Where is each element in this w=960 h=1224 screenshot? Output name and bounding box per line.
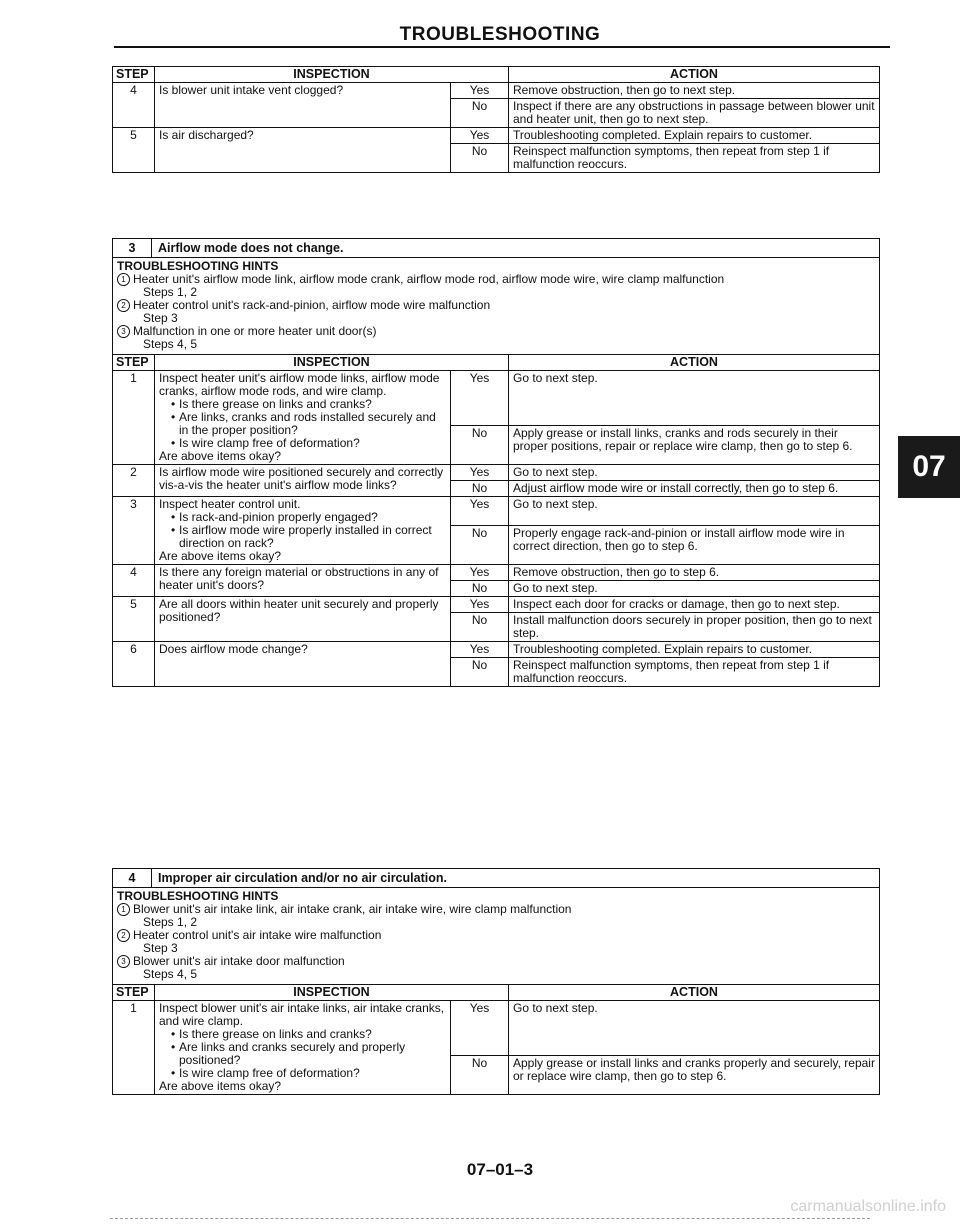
inspection-cell <box>155 371 451 465</box>
col-step-header: STEP <box>113 355 155 371</box>
hint-text: Heater unit's airflow mode link, airflow mode crank, airflow mode rod, airflow mode wire, wire clamp malfunction <box>133 272 725 286</box>
inspection-cell <box>155 1001 451 1095</box>
hints-title: TROUBLESHOOTING HINTS <box>117 889 279 903</box>
inspection-table <box>112 354 880 687</box>
hint-text: Malfunction in one or more heater unit door(s) <box>133 324 377 338</box>
hint-item <box>117 929 875 942</box>
check-list <box>159 398 446 450</box>
watermark: carmanualsonline.info <box>790 1198 946 1215</box>
list-item: • Is there grease on links and cranks? <box>171 398 446 411</box>
col-step-header: STEP <box>113 985 155 1001</box>
hints-title: TROUBLESHOOTING HINTS <box>117 259 279 273</box>
table-row <box>113 371 880 426</box>
inspection-question: Are above items okay? <box>159 1079 282 1093</box>
list-item: • Is there grease on links and cranks? <box>171 1028 446 1041</box>
no-action: Apply grease or install links and cranks properly and securely, repair or replace wire clamp, then go to step 6. <box>509 1056 880 1095</box>
inspection-text: Are all doors within heater unit securely and properly positioned? <box>155 597 451 642</box>
no-label: No <box>451 613 509 642</box>
table-row <box>113 642 880 658</box>
section-airflow-mode <box>112 238 880 687</box>
section-number: 4 <box>113 869 152 887</box>
yes-label: Yes <box>451 371 509 426</box>
hint-steps: Step 3 <box>143 311 178 325</box>
inspection-cell <box>155 497 451 565</box>
hint-text: Heater control unit's rack-and-pinion, airflow mode wire malfunction <box>133 298 491 312</box>
inspection-text: Is there any foreign material or obstructions in any of heater unit's doors? <box>155 565 451 597</box>
yes-label: Yes <box>451 465 509 481</box>
circled-number: 2 <box>117 299 130 312</box>
step-number: 4 <box>113 83 155 128</box>
step-number: 3 <box>113 497 155 565</box>
no-label: No <box>451 144 509 173</box>
list-item: • Is airflow mode wire properly installed in correct direction on rack? <box>171 524 446 550</box>
yes-action: Go to next step. <box>509 465 880 481</box>
section-title: Improper air circulation and/or no air circulation. <box>158 871 447 885</box>
hint-text: Blower unit's air intake link, air intake crank, air intake wire, wire clamp malfunction <box>133 902 572 916</box>
inspection-question: Are above items okay? <box>159 449 282 463</box>
hint-item <box>117 273 875 286</box>
yes-label: Yes <box>451 642 509 658</box>
yes-action: Remove obstruction, then go to step 6. <box>509 565 880 581</box>
inspection-text: Inspect heater control unit. <box>159 497 301 511</box>
hint-text: Blower unit's air intake door malfunction <box>133 954 345 968</box>
inspection-text: Inspect heater unit's airflow mode links, airflow mode cranks, airflow mode rods, and wire clamp. <box>159 371 440 398</box>
footer-divider <box>110 1218 870 1220</box>
yes-action: Go to next step. <box>509 497 880 526</box>
col-action-header: ACTION <box>509 985 880 1001</box>
no-label: No <box>451 526 509 565</box>
yes-label: Yes <box>451 597 509 613</box>
no-action: Install malfunction doors securely in proper position, then go to next step. <box>509 613 880 642</box>
section-heading <box>112 238 880 257</box>
list-item: • Is wire clamp free of deformation? <box>171 1067 446 1080</box>
hint-text: Heater control unit's air intake wire malfunction <box>133 928 382 942</box>
col-step-header: STEP <box>113 67 155 83</box>
check-list <box>159 511 446 550</box>
hint-item <box>117 325 875 338</box>
yes-action: Inspect each door for cracks or damage, then go to next step. <box>509 597 880 613</box>
no-action: Adjust airflow mode wire or install correctly, then go to step 6. <box>509 481 880 497</box>
no-label: No <box>451 581 509 597</box>
inspection-table <box>112 984 880 1095</box>
hint-steps: Steps 1, 2 <box>143 915 198 929</box>
hint-item <box>117 955 875 968</box>
hint-item <box>117 903 875 916</box>
no-label: No <box>451 99 509 128</box>
col-action-header: ACTION <box>509 67 880 83</box>
hint-steps: Steps 1, 2 <box>143 285 198 299</box>
inspection-text: Is air discharged? <box>155 128 451 173</box>
inspection-text: Is airflow mode wire positioned securely and correctly vis-a-vis the heater unit's airflow mode links? <box>155 465 451 497</box>
yes-label: Yes <box>451 1001 509 1056</box>
no-action: Properly engage rack-and-pinion or install airflow mode wire in correct direction, then go to step 6. <box>509 526 880 565</box>
yes-action: Remove obstruction, then go to next step. <box>509 83 880 99</box>
table-row <box>113 128 880 144</box>
yes-label: Yes <box>451 128 509 144</box>
no-action: Go to next step. <box>509 581 880 597</box>
step-number: 5 <box>113 597 155 642</box>
inspection-question: Are above items okay? <box>159 549 282 563</box>
hint-item <box>117 299 875 312</box>
check-list <box>159 1028 446 1080</box>
no-action: Apply grease or install links, cranks and rods securely in their proper positions, repair or replace wire clamp, then go to step 6. <box>509 426 880 465</box>
inspection-table <box>112 66 880 173</box>
section-number: 3 <box>113 239 152 257</box>
step-number: 6 <box>113 642 155 687</box>
table-row <box>113 83 880 99</box>
inspection-text: Does airflow mode change? <box>155 642 451 687</box>
col-inspection-header: INSPECTION <box>155 985 509 1001</box>
step-number: 4 <box>113 565 155 597</box>
list-item: • Are links, cranks and rods installed securely and in the proper position? <box>171 411 446 437</box>
yes-action: Troubleshooting completed. Explain repairs to customer. <box>509 128 880 144</box>
section-air-circulation <box>112 868 880 1095</box>
section-title: Airflow mode does not change. <box>158 241 344 255</box>
list-item: • Is wire clamp free of deformation? <box>171 437 446 450</box>
troubleshooting-hints <box>112 887 880 984</box>
no-action: Reinspect malfunction symptoms, then repeat from step 1 if malfunction reoccurs. <box>509 658 880 687</box>
yes-action: Go to next step. <box>509 1001 880 1056</box>
hint-steps: Steps 4, 5 <box>143 337 198 351</box>
troubleshooting-hints <box>112 257 880 354</box>
col-inspection-header: INSPECTION <box>155 67 509 83</box>
table-row <box>113 497 880 526</box>
no-action: Inspect if there are any obstructions in passage between blower unit and heater unit, then go to next step. <box>509 99 880 128</box>
col-inspection-header: INSPECTION <box>155 355 509 371</box>
table-row <box>113 1001 880 1056</box>
table-row <box>113 565 880 581</box>
table-row <box>113 465 880 481</box>
no-action: Reinspect malfunction symptoms, then repeat from step 1 if malfunction reoccurs. <box>509 144 880 173</box>
title-rule <box>114 46 890 48</box>
no-label: No <box>451 1056 509 1095</box>
table-row <box>113 597 880 613</box>
list-item: • Are links and cranks securely and properly positioned? <box>171 1041 446 1067</box>
step-number: 5 <box>113 128 155 173</box>
circled-number: 1 <box>117 273 130 286</box>
yes-label: Yes <box>451 565 509 581</box>
inspection-text: Is blower unit intake vent clogged? <box>155 83 451 128</box>
circled-number: 1 <box>117 903 130 916</box>
table-continued <box>112 66 880 173</box>
step-number: 1 <box>113 371 155 465</box>
circled-number: 3 <box>117 955 130 968</box>
inspection-text: Inspect blower unit's air intake links, air intake cranks, and wire clamp. <box>159 1001 445 1028</box>
circled-number: 2 <box>117 929 130 942</box>
no-label: No <box>451 426 509 465</box>
step-number: 2 <box>113 465 155 497</box>
no-label: No <box>451 481 509 497</box>
no-label: No <box>451 658 509 687</box>
section-heading <box>112 868 880 887</box>
page-number: 07–01–3 <box>466 1160 534 1179</box>
yes-label: Yes <box>451 83 509 99</box>
yes-label: Yes <box>451 497 509 526</box>
list-item: • Is rack-and-pinion properly engaged? <box>171 511 446 524</box>
hint-steps: Steps 4, 5 <box>143 967 198 981</box>
yes-action: Go to next step. <box>509 371 880 426</box>
chapter-tab: 07 <box>898 436 960 498</box>
yes-action: Troubleshooting completed. Explain repairs to customer. <box>509 642 880 658</box>
circled-number: 3 <box>117 325 130 338</box>
col-action-header: ACTION <box>509 355 880 371</box>
page-title: TROUBLESHOOTING <box>399 24 601 45</box>
hint-steps: Step 3 <box>143 941 178 955</box>
step-number: 1 <box>113 1001 155 1095</box>
